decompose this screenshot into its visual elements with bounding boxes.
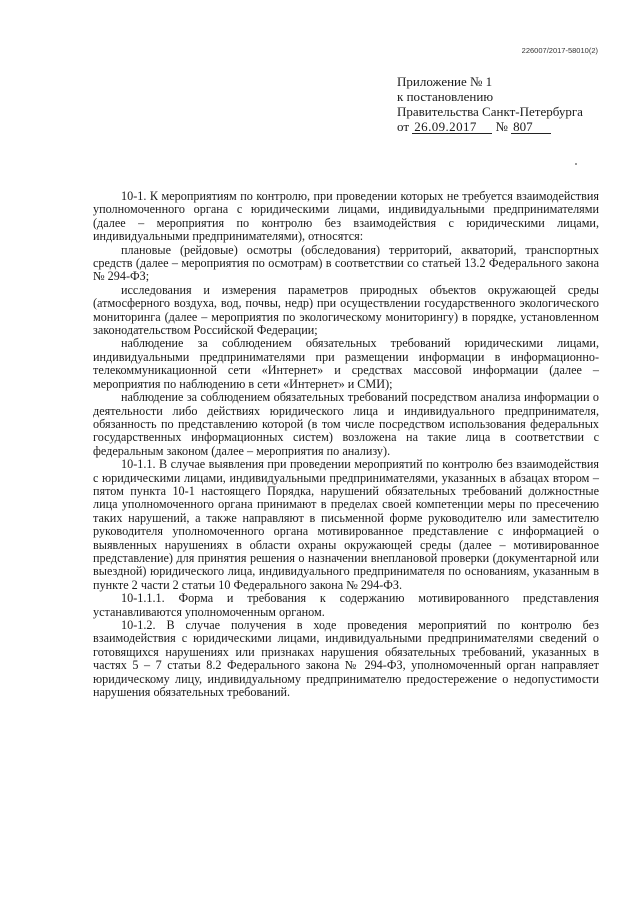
scan-dot [575, 163, 577, 165]
annex-government: Правительства Санкт-Петербурга [397, 104, 583, 119]
annex-number-label: № [495, 119, 508, 134]
annex-date: 26.09.2017 [412, 120, 492, 134]
annex-title: Приложение № 1 [397, 74, 493, 89]
annex-header [397, 74, 607, 134]
paragraph: 10-1.1. В случае выявления при проведении мероприятий по контролю без взаимодействия с юридическими лицами, индивидуальными предпринимателями, указанных в абзацах втором – пятом пункта 10-1 настоящего Порядка, нарушений обязательных требований должностные лица уполномоченного органа принимают в пределах своей компетенции меры по пресечению таких нарушений, а также направляют в письменной форме руководителю или заместителю руководителя уполномоченного органа мотивированное представление с информацией о выявленных нарушениях в области охраны окружающей среды (далее – мотивированное представление) для принятия решения о назначении внеплановой проверки (документарной или выездной) юридического лица, индивидуального предпринимателя по основаниям, указанным в пункте 2 части 2 статьи 10 Федерального закона № 294-ФЗ. [93, 457, 599, 592]
annex-number: 807 [511, 120, 551, 134]
paragraph: наблюдение за соблюдением обязательных требований юридическими лицами, индивидуальными предпринимателями при размещении информации в информационно-телекоммуникационной сети «Интернет» и средствах массовой информации (далее – мероприятия по наблюдению в сети «Интернет» и СМИ); [93, 336, 599, 391]
annex-resolution: к постановлению [397, 89, 494, 104]
paragraph: 10-1. К мероприятиям по контролю, при проведении которых не требуется взаимодействия уполномоченного органа с юридическими лицами, индивидуальными предпринимателями (далее – мероприятия по контролю без взаимодействия с юридическими лицами, индивидуальными предпринимателями), относятся: [93, 189, 599, 244]
paragraph: 10-1.2. В случае получения в ходе проведения мероприятий по контролю без взаимодействия с юридическими лицами, индивидуальными предпринимателями сведений о готовящихся нарушениях или признаках нарушения обязательных требований, указанных в частях 5 – 7 статьи 8.2 Федерального закона № 294-ФЗ, уполномоченный орган направляет юридическому лицу, индивидуальному предпринимателю предостережение о недопустимости нарушения обязательных требований. [93, 618, 599, 700]
annex-from-label: от [397, 119, 410, 134]
document-id: 226007/2017-58010(2) [521, 46, 598, 55]
document-body [93, 190, 599, 699]
paragraph: наблюдение за соблюдением обязательных требований посредством анализа информации о деятельности либо действиях юридического лица и индивидуального предпринимателя, обязанность по представлению которой (в том числе посредством использования федеральных государственных информационных систем) возложена на такие лица в соответствии с федеральным законом (далее – мероприятия по анализу). [93, 390, 599, 458]
paragraph: 10-1.1.1. Форма и требования к содержанию мотивированного представления устанавливаются уполномоченным органом. [93, 591, 599, 619]
annex-date-number [397, 119, 607, 134]
paragraph: плановые (рейдовые) осмотры (обследования) территорий, акваторий, транспортных средств (далее – мероприятия по осмотрам) в соответствии со статьей 13.2 Федерального закона № 294-ФЗ; [93, 242, 599, 284]
paragraph: исследования и измерения параметров природных объектов окружающей среды (атмосферного воздуха, вод, почвы, недр) при осуществлении государственного экологического мониторинга (далее – мероприятия по экологическому мониторингу) в порядке, установленном законодательством Российской Федерации; [93, 282, 599, 338]
